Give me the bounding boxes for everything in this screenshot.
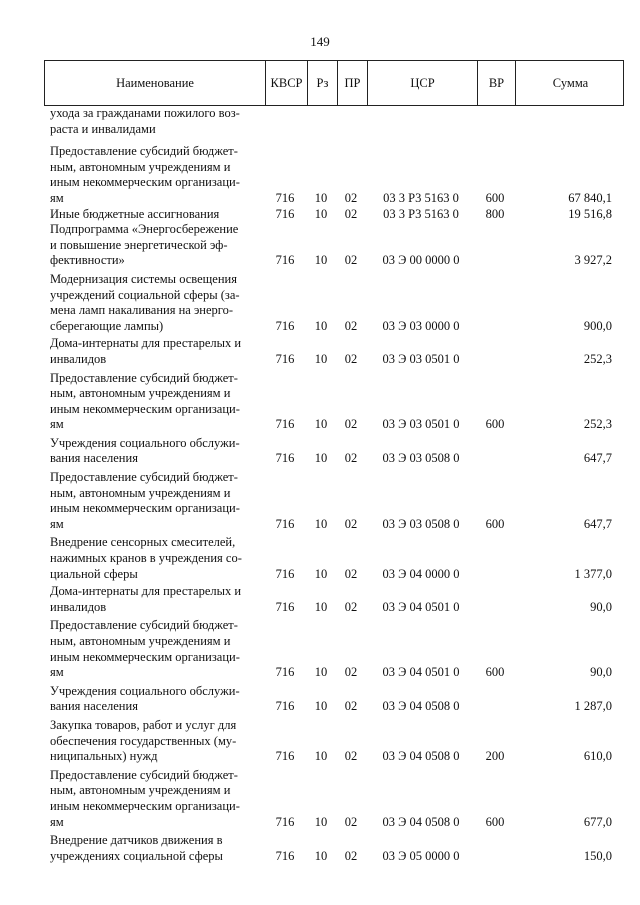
row-rz: 10 <box>314 253 328 268</box>
row-name-line: ям <box>50 190 64 205</box>
row-rz: 10 <box>314 190 328 205</box>
row-name-line: иным некоммерческим организаци- <box>50 798 240 813</box>
row-rz: 10 <box>314 318 328 333</box>
row-vr: 200 <box>485 749 505 764</box>
header-sum: Сумма <box>515 61 625 105</box>
row-pr: 02 <box>344 599 358 614</box>
row-pr: 02 <box>344 253 358 268</box>
row-name-line: Иные бюджетные ассигнования <box>50 206 220 221</box>
row-pr: 02 <box>344 566 358 581</box>
table-body <box>44 106 624 864</box>
table-row <box>44 371 624 433</box>
row-kvsr: 716 <box>275 665 295 680</box>
page-number: 149 <box>310 34 330 49</box>
table-row <box>44 535 624 582</box>
row-name-line: Учреждения социального обслужи- <box>50 435 240 450</box>
row-pr: 02 <box>344 206 358 221</box>
row-kvsr: 716 <box>275 599 295 614</box>
row-name-line: ным, автономным учреждениям и <box>50 485 231 500</box>
row-kvsr: 716 <box>275 699 295 714</box>
row-name <box>44 272 264 334</box>
row-rz: 10 <box>314 417 328 432</box>
row-name <box>44 833 264 864</box>
row-csr: 03 Э 05 0000 0 <box>382 848 460 863</box>
row-vr: 800 <box>485 206 505 221</box>
row-kvsr: 716 <box>275 417 295 432</box>
row-name-line: иным некоммерческим организаци- <box>50 401 240 416</box>
row-sum: 1 377,0 <box>574 566 612 581</box>
row-pr: 02 <box>344 351 358 366</box>
row-name-line: ным, автономным учреждениям и <box>50 634 231 648</box>
row-rz: 10 <box>314 814 328 829</box>
row-pr: 02 <box>344 749 358 764</box>
row-name-line: сберегающие лампы) <box>50 318 164 333</box>
row-csr: 03 Э 03 0508 0 <box>382 516 460 531</box>
row-name <box>44 371 264 433</box>
row-vr: 600 <box>485 516 505 531</box>
row-sum: 1 287,0 <box>574 699 612 714</box>
row-name-line: ям <box>50 814 64 829</box>
table-header <box>44 60 624 106</box>
row-kvsr: 716 <box>275 566 295 581</box>
row-vr: 600 <box>485 190 505 205</box>
row-pr: 02 <box>344 814 358 829</box>
row-sum: 610,0 <box>583 749 612 764</box>
row-name-line: раста и инвалидами <box>50 121 156 136</box>
row-csr: 03 Э 04 0508 0 <box>382 814 460 829</box>
row-rz: 10 <box>314 599 328 614</box>
row-vr: 600 <box>485 417 505 432</box>
row-csr: 03 Э 03 0501 0 <box>382 351 460 366</box>
row-name <box>44 768 264 830</box>
row-name <box>44 470 264 532</box>
row-pr: 02 <box>344 318 358 333</box>
row-name <box>44 684 264 715</box>
row-name-line: инвалидов <box>50 351 107 366</box>
row-name <box>44 222 264 269</box>
table-row <box>44 144 624 206</box>
row-sum: 67 840,1 <box>568 190 612 205</box>
row-name-line: Предоставление субсидий бюджет- <box>50 618 238 633</box>
row-name-line: фективности» <box>50 253 125 268</box>
table-row <box>44 470 624 532</box>
row-sum: 150,0 <box>583 848 612 863</box>
row-name-line: Дома-интернаты для престарелых и <box>50 336 242 351</box>
row-name-line: Внедрение датчиков движения в <box>50 833 223 848</box>
row-name <box>44 535 264 582</box>
row-kvsr: 716 <box>275 206 295 221</box>
row-name <box>44 106 264 137</box>
row-name-line: Дома-интернаты для престарелых и <box>50 584 242 599</box>
row-rz: 10 <box>314 351 328 366</box>
table-row <box>44 684 624 715</box>
row-rz: 10 <box>314 699 328 714</box>
row-name-line: нажимных кранов в учреждения со- <box>50 551 242 566</box>
row-csr: 03 3 Р3 5163 0 <box>383 206 459 221</box>
row-rz: 10 <box>314 451 328 466</box>
row-csr: 03 Э 03 0000 0 <box>382 318 460 333</box>
row-rz: 10 <box>314 749 328 764</box>
row-sum: 252,3 <box>583 417 612 432</box>
row-kvsr: 716 <box>275 848 295 863</box>
row-kvsr: 716 <box>275 451 295 466</box>
row-csr: 03 Э 03 0501 0 <box>382 417 460 432</box>
row-rz: 10 <box>314 566 328 581</box>
row-name-line: ям <box>50 516 64 531</box>
row-sum: 647,7 <box>583 516 612 531</box>
row-rz: 10 <box>314 516 328 531</box>
row-pr: 02 <box>344 848 358 863</box>
row-name-line: мена ламп накаливания на энерго- <box>50 303 234 318</box>
row-name <box>44 618 264 680</box>
budget-table <box>44 60 624 864</box>
row-sum: 677,0 <box>583 814 612 829</box>
table-row <box>44 584 624 615</box>
row-csr: 03 Э 04 0508 0 <box>382 699 460 714</box>
row-csr: 03 Э 04 0501 0 <box>382 665 460 680</box>
row-kvsr: 716 <box>275 749 295 764</box>
row-name-line: Подпрограмма «Энергосбережение <box>50 222 239 237</box>
row-rz: 10 <box>314 848 328 863</box>
table-row <box>44 718 624 765</box>
row-name-line: циальной сферы <box>50 566 138 581</box>
row-csr: 03 Э 04 0000 0 <box>382 566 460 581</box>
row-name-line: Предоставление субсидий бюджет- <box>50 144 238 159</box>
row-pr: 02 <box>344 516 358 531</box>
row-name-line: учреждений социальной сферы (за- <box>50 287 240 302</box>
header-pr: ПР <box>337 61 367 105</box>
row-pr: 02 <box>344 665 358 680</box>
row-sum: 900,0 <box>583 318 612 333</box>
table-row <box>44 618 624 680</box>
row-sum: 3 927,2 <box>574 253 612 268</box>
row-csr: 03 3 Р3 5163 0 <box>383 190 459 205</box>
header-kvsr: КВСР <box>265 61 307 105</box>
table-row <box>44 768 624 830</box>
row-sum: 90,0 <box>590 665 612 680</box>
table-row <box>44 436 624 467</box>
row-sum: 647,7 <box>583 451 612 466</box>
table-row <box>44 833 624 864</box>
row-name-line: и повышение энергетической эф- <box>50 237 228 252</box>
row-kvsr: 716 <box>275 351 295 366</box>
row-name-line: иным некоммерческим организаци- <box>50 501 240 516</box>
row-name-line: Модернизация системы освещения <box>50 271 237 286</box>
row-name-line: Предоставление субсидий бюджет- <box>50 470 238 485</box>
row-name <box>44 436 264 467</box>
row-kvsr: 716 <box>275 814 295 829</box>
header-name: Наименование <box>116 75 194 90</box>
row-name-line: учреждениях социальной сферы <box>50 848 223 863</box>
row-pr: 02 <box>344 190 358 205</box>
row-name-line: Закупка товаров, работ и услуг для <box>50 717 237 732</box>
header-csr: ЦСР <box>367 61 477 105</box>
row-name <box>44 207 264 223</box>
row-name-line: вания населения <box>50 699 138 714</box>
row-name-line: ухода за гражданами пожилого воз- <box>50 106 240 120</box>
row-pr: 02 <box>344 417 358 432</box>
row-name-line: Учреждения социального обслужи- <box>50 683 240 698</box>
row-name-line: ям <box>50 665 64 680</box>
row-vr: 600 <box>485 665 505 680</box>
row-kvsr: 716 <box>275 190 295 205</box>
row-name-line: Предоставление субсидий бюджет- <box>50 370 238 385</box>
row-name-line: ным, автономным учреждениям и <box>50 159 231 174</box>
row-csr: 03 Э 04 0501 0 <box>382 599 460 614</box>
row-vr: 600 <box>485 814 505 829</box>
row-sum: 90,0 <box>590 599 612 614</box>
row-pr: 02 <box>344 699 358 714</box>
table-row <box>44 336 624 367</box>
row-csr: 03 Э 03 0508 0 <box>382 451 460 466</box>
row-sum: 252,3 <box>583 351 612 366</box>
table-row <box>44 272 624 334</box>
table-row <box>44 106 624 137</box>
row-rz: 10 <box>314 206 328 221</box>
row-name-line: Предоставление субсидий бюджет- <box>50 767 238 782</box>
row-name-line: иным некоммерческим организаци- <box>50 175 240 190</box>
row-name <box>44 584 264 615</box>
row-pr: 02 <box>344 451 358 466</box>
row-rz: 10 <box>314 665 328 680</box>
row-name-line: Внедрение сенсорных смесителей, <box>50 535 236 550</box>
row-name-line: иным некоммерческим организаци- <box>50 649 240 664</box>
row-csr: 03 Э 00 0000 0 <box>382 253 460 268</box>
row-name-line: ным, автономным учреждениям и <box>50 783 231 798</box>
row-sum: 19 516,8 <box>568 206 612 221</box>
row-csr: 03 Э 04 0508 0 <box>382 749 460 764</box>
row-name <box>44 336 264 367</box>
row-name-line: ниципальных) нужд <box>50 749 158 764</box>
table-row <box>44 222 624 269</box>
row-kvsr: 716 <box>275 253 295 268</box>
header-vr: ВР <box>477 61 515 105</box>
row-name-line: ным, автономным учреждениям и <box>50 386 231 401</box>
row-name-line: инвалидов <box>50 599 107 614</box>
row-kvsr: 716 <box>275 318 295 333</box>
row-name-line: ям <box>50 417 64 432</box>
row-name-line: вания населения <box>50 451 138 466</box>
table-row <box>44 207 624 223</box>
row-name <box>44 718 264 765</box>
row-kvsr: 716 <box>275 516 295 531</box>
header-rz: Рз <box>307 61 337 105</box>
row-name <box>44 144 264 206</box>
row-name-line: обеспечения государственных (му- <box>50 733 237 748</box>
